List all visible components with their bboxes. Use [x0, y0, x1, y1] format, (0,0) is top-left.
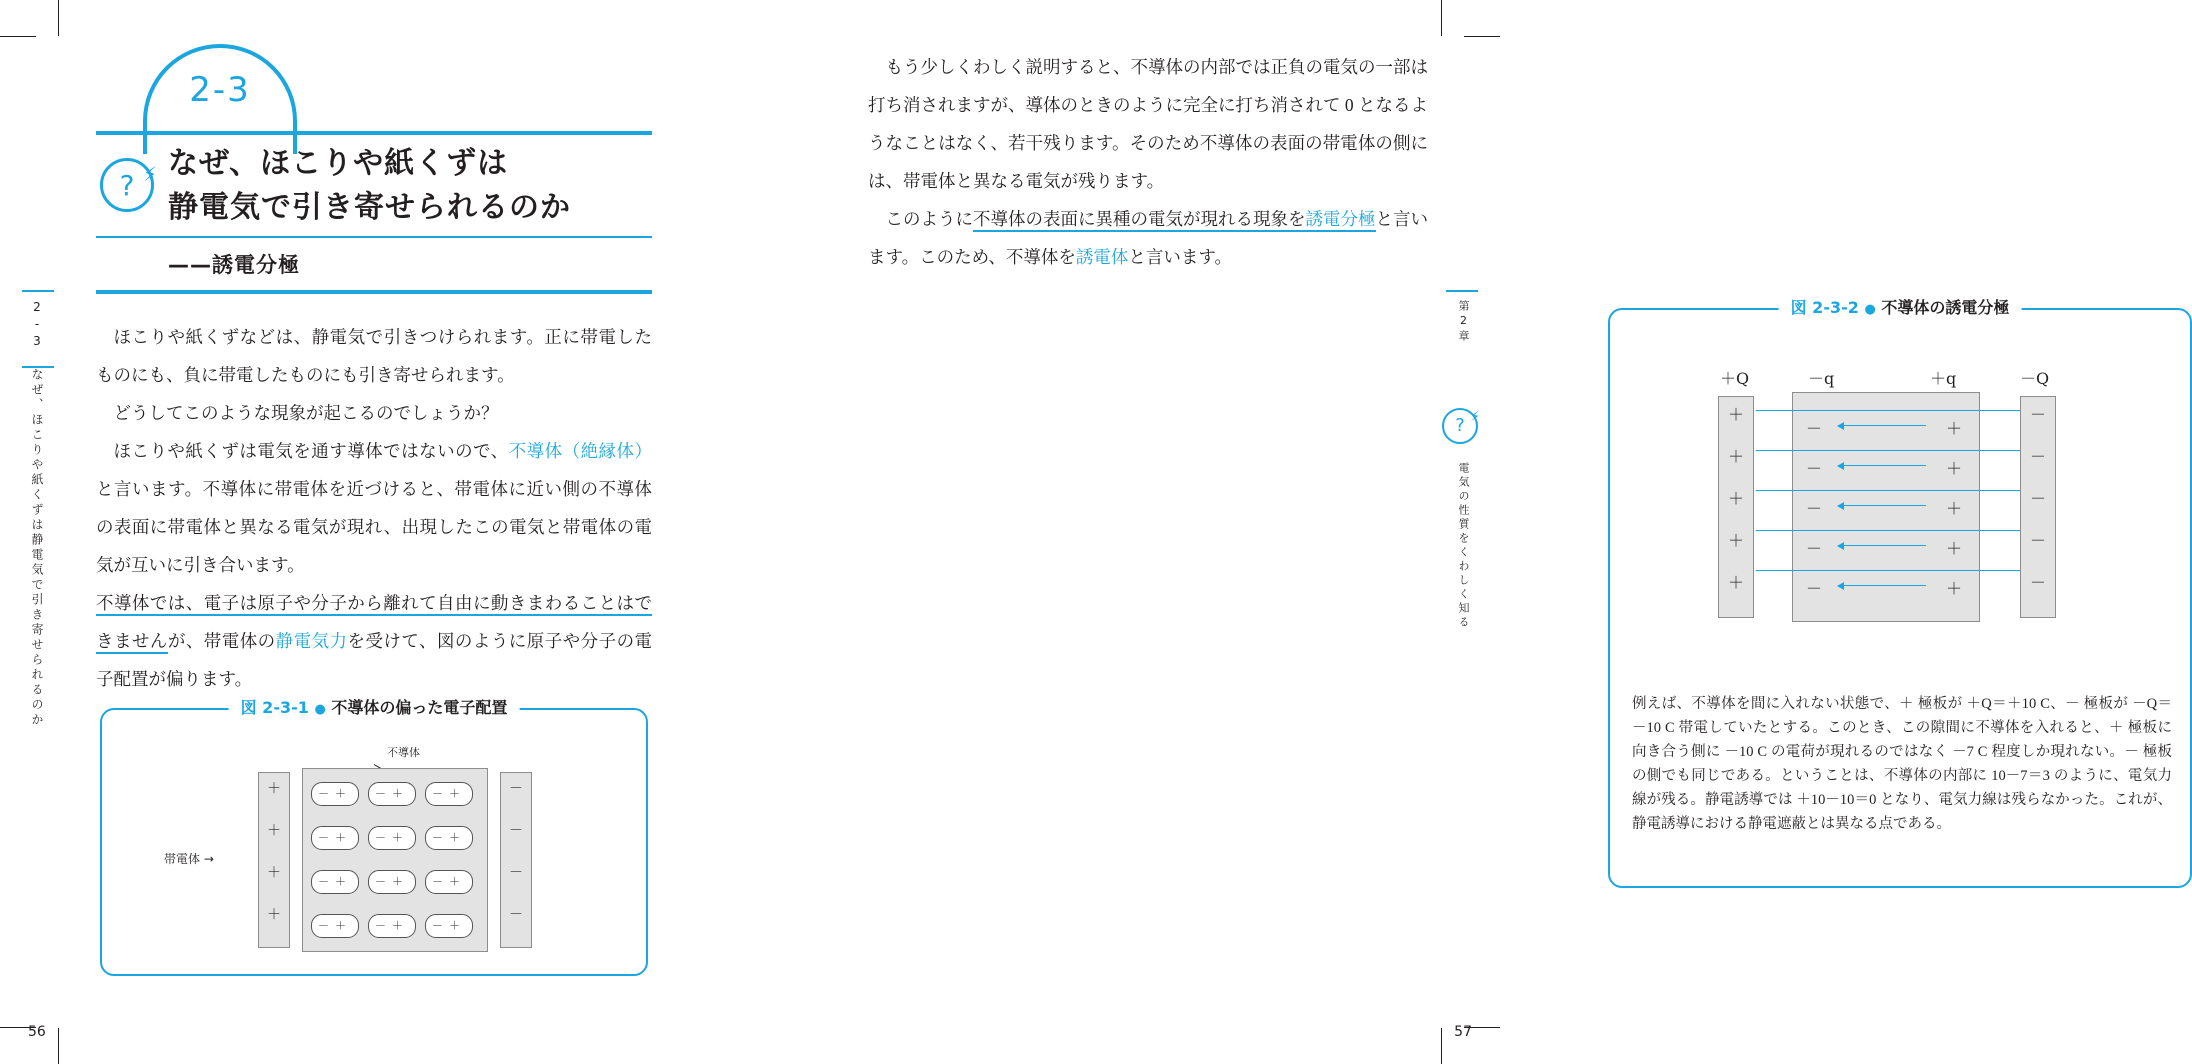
paragraph: [96, 432, 652, 584]
plate-symbol: ＋: [1727, 447, 1744, 466]
lightning-bolt-icon: ⚡: [142, 162, 157, 186]
plate-symbol: ＋: [267, 781, 281, 797]
para4-underline: 不導体では、電子は原子や分子から離れて自由に動きまわることはできません: [96, 593, 652, 654]
side-tab-right: 電気の性質をくわしく知る: [1457, 462, 1470, 630]
field-line: [1756, 450, 2034, 451]
dielectric-symbol-plus: ＋: [1945, 579, 1962, 598]
plate-symbol: ＋: [267, 823, 281, 839]
dielectric-symbol-minus: －: [1805, 459, 1822, 478]
bullet-icon: ●: [314, 702, 326, 717]
side-tab-left: 2-3 なぜ、ほこりや紙くずは静電気で引き寄せられるのか: [30, 300, 44, 728]
side-tab-rule-top-right: [1446, 290, 1478, 292]
para3-highlight: 不導体（絶縁体）: [508, 441, 652, 461]
question-icon: [100, 158, 157, 212]
lightning-bolt-icon: ⚡: [1470, 409, 1480, 425]
paragraph: [868, 200, 1428, 276]
para4-a: が、帯電体の: [167, 631, 276, 651]
section-number-badge: [143, 44, 297, 122]
para2-a: このように: [885, 209, 973, 229]
field-line: [1756, 570, 2034, 571]
dielectric-symbol-minus: －: [1805, 499, 1822, 518]
section-number: 2-3: [189, 70, 251, 110]
molecule: －＋: [425, 826, 473, 850]
molecule: －＋: [311, 826, 359, 850]
paragraph: どうしてこのような現象が起こるのでしょうか？: [113, 403, 499, 423]
plate-symbol: －: [509, 907, 523, 923]
figure-title: 不導体の誘電分極: [1881, 298, 2010, 317]
molecule: －＋: [368, 870, 416, 894]
charge-label-minus-Q: －Q: [2020, 369, 2050, 388]
para2-b: と言います。このため、不導体を: [868, 209, 1428, 267]
molecule: －＋: [368, 826, 416, 850]
para3-a: ほこりや紙くずは電気を通す導体ではないので、: [113, 441, 509, 461]
figure-title: 不導体の偏った電子配置: [331, 698, 508, 717]
figure-number: 図 2-3-2: [1790, 298, 1859, 317]
plate-symbol: －: [509, 781, 523, 797]
figure-note: 例えば、不導体を間に入れない状態で、＋ 極板が ＋Q＝＋10 C、－ 極板が －Q＝－10 C 帯電していたとする。このとき、この隙間に不導体を入れると、＋ 極板に向き合う側に －10 C の電荷が現れるのではなく －7 C 程度しか現れない。－ 極板の側でも同じである。ということは、不導体の内部に 10－7＝3 のように、電気力線が残る。静電誘導では ＋10－10＝0 となり、電気力線は残らなかった。これが、静電誘導における静電遮蔽とは異なる点である。: [1632, 696, 2172, 832]
question-mark-glyph: ?: [1455, 415, 1465, 436]
header-rule-top: [96, 131, 652, 135]
left-page: [0, 0, 750, 1064]
molecule: －＋: [425, 870, 473, 894]
plate-symbol: ＋: [267, 907, 281, 923]
polarization-arrow: [1838, 505, 1926, 506]
paragraph: ほこりや紙くずなどは、静電気で引きつけられます。正に帯電したものにも、負に帯電したものにも引き寄せられます。: [96, 327, 652, 385]
plate-symbol: ＋: [1727, 489, 1744, 508]
para4-b: を受けて、図のように原子や分子の電子配置が偏ります。: [96, 631, 653, 689]
figure-2-3-2-caption: [1779, 295, 2022, 318]
plate-symbol: －: [2029, 447, 2046, 466]
polarization-arrow: [1838, 585, 1926, 586]
dielectric-symbol-minus: －: [1805, 579, 1822, 598]
question-mark-glyph: ?: [119, 169, 135, 202]
plate-symbol: ＋: [1727, 531, 1744, 550]
chapter-question-icon: [1442, 408, 1478, 444]
right-page: [750, 0, 2172, 1064]
polarization-arrow: [1838, 465, 1926, 466]
molecule: －＋: [311, 870, 359, 894]
plate-symbol: ＋: [267, 865, 281, 881]
page-subtitle: ——誘電分極: [168, 253, 300, 277]
field-line: [1756, 530, 2034, 531]
figure-2-3-1: [100, 698, 648, 976]
molecule: －＋: [368, 914, 416, 938]
molecule: －＋: [368, 782, 416, 806]
molecule: －＋: [425, 782, 473, 806]
field-line: [1756, 490, 2034, 491]
para2-underline: 不導体の表面に異種の電気が現れる現象を: [973, 209, 1306, 232]
molecule: －＋: [425, 914, 473, 938]
dielectric-symbol-plus: ＋: [1945, 459, 1962, 478]
plate-symbol: －: [2029, 489, 2046, 508]
paragraph: [96, 584, 652, 698]
polarization-arrow: [1838, 425, 1926, 426]
charge-label-plus-q: ＋q: [1930, 369, 1957, 388]
molecule: －＋: [311, 782, 359, 806]
header-rule-bottom: [96, 290, 652, 294]
figure-2-3-1-caption: [229, 695, 520, 718]
dielectric-symbol-plus: ＋: [1945, 539, 1962, 558]
plate-symbol: ＋: [1727, 573, 1744, 592]
plate-symbol: －: [509, 865, 523, 881]
paragraph: もう少しくわしく説明すると、不導体の内部では正負の電気の一部は打ち消されますが、導体のときのように完全に打ち消されて 0 となるようなことはなく、若干残ります。そのため不導体の表面の帯電体の側には、帯電体と異なる電気が残ります。: [868, 57, 1428, 191]
para2-highlight-2: 誘電体: [1075, 247, 1129, 267]
plate-symbol: －: [2029, 531, 2046, 550]
para2-highlight-1: 誘電分極: [1306, 209, 1376, 232]
polarization-arrow: [1838, 545, 1926, 546]
para2-c: と言います。: [1128, 247, 1233, 267]
side-tab-rule-top: [22, 290, 54, 292]
left-body-text: [96, 318, 652, 698]
title-line-2: 静電気で引き寄せられるのか: [168, 190, 571, 225]
figure-number: 図 2-3-1: [240, 698, 309, 717]
dielectric-symbol-minus: －: [1805, 539, 1822, 558]
header-rule-mid: [96, 236, 652, 238]
charge-label-minus-q: －q: [1808, 369, 1835, 388]
page-number-right: 57: [1454, 1024, 1472, 1040]
right-body-text: [868, 48, 1428, 276]
page-title: [168, 142, 648, 230]
dielectric-symbol-plus: ＋: [1945, 419, 1962, 438]
dielectric-symbol-minus: －: [1805, 419, 1822, 438]
label-charged-body: 帯電体 →: [164, 852, 214, 866]
para3-b: と言います。不導体に帯電体を近づけると、帯電体に近い側の不導体の表面に帯電体と異なる電気が現れ、出現したこの電気と帯電体の電気が互いに引き合います。: [96, 479, 652, 575]
plate-symbol: ＋: [1727, 405, 1744, 424]
chapter-tab: 第2章: [1457, 300, 1470, 344]
plate-symbol: －: [509, 823, 523, 839]
bullet-icon: ●: [1864, 302, 1876, 317]
field-line: [1756, 410, 2034, 411]
title-line-1: なぜ、ほこりや紙くずは: [168, 146, 509, 181]
figure-2-3-2: [1608, 298, 2192, 888]
label-dielectric: 不導体: [387, 746, 420, 759]
plate-symbol: －: [2029, 573, 2046, 592]
para4-highlight: 静電気力: [275, 631, 348, 651]
molecule: －＋: [311, 914, 359, 938]
page-number-left: 56: [28, 1024, 46, 1040]
charge-label-plus-Q: ＋Q: [1720, 369, 1750, 388]
dielectric-symbol-plus: ＋: [1945, 499, 1962, 518]
plate-symbol: －: [2029, 405, 2046, 424]
